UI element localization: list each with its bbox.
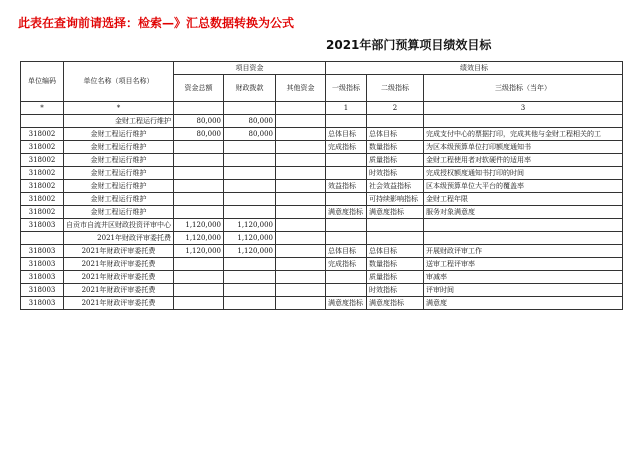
level3-indicator-cell: 评审时间: [424, 284, 623, 297]
unit-name-cell: 2021年财政评审委托费: [64, 284, 174, 297]
other-funds-cell: [276, 128, 326, 141]
unit-name-cell: 金财工程运行维护: [64, 193, 174, 206]
index-cell: [276, 102, 326, 115]
total-funds-cell: [174, 141, 224, 154]
total-funds-cell: 80,000: [174, 128, 224, 141]
unit-code-cell: [21, 115, 64, 128]
total-funds-cell: [174, 206, 224, 219]
unit-code-cell: 318003: [21, 258, 64, 271]
other-funds-cell: [276, 232, 326, 245]
header-project-funds: 项目资金: [174, 62, 326, 75]
level3-indicator-cell: 金财工程年限: [424, 193, 623, 206]
header-perf-target: 绩效目标: [326, 62, 623, 75]
unit-name-cell: 2021年财政评审委托费: [64, 232, 174, 245]
level3-indicator-cell: 金财工程使用者对软硬件的适用率: [424, 154, 623, 167]
level2-indicator-cell: [367, 232, 424, 245]
table-row: [21, 141, 623, 154]
table-row: [21, 128, 623, 141]
header-row-1: [21, 62, 623, 75]
total-funds-cell: [174, 154, 224, 167]
unit-code-cell: 318003: [21, 284, 64, 297]
table-row: [21, 154, 623, 167]
unit-code-cell: 318003: [21, 271, 64, 284]
level2-indicator-cell: 时效指标: [367, 284, 424, 297]
unit-code-cell: 318002: [21, 128, 64, 141]
page-title: 2021年部门预算项目绩效目标: [326, 38, 492, 52]
level1-indicator-cell: 完成指标: [326, 258, 367, 271]
level3-indicator-cell: 为区本级预算单位打印额度通知书: [424, 141, 623, 154]
other-funds-cell: [276, 180, 326, 193]
other-funds-cell: [276, 284, 326, 297]
unit-name-cell: 金财工程运行维护: [64, 115, 174, 128]
total-funds-cell: 1,120,000: [174, 219, 224, 232]
other-funds-cell: [276, 193, 326, 206]
fiscal-funds-cell: [224, 258, 276, 271]
total-funds-cell: [174, 297, 224, 310]
header-total: 资金总额: [174, 75, 224, 102]
index-row: [21, 102, 623, 115]
level3-indicator-cell: [424, 232, 623, 245]
fiscal-funds-cell: [224, 206, 276, 219]
other-funds-cell: [276, 297, 326, 310]
header-unit-name: 单位名称（项目名称）: [64, 62, 174, 102]
total-funds-cell: 80,000: [174, 115, 224, 128]
level2-indicator-cell: [367, 115, 424, 128]
level1-indicator-cell: [326, 193, 367, 206]
other-funds-cell: [276, 271, 326, 284]
table-row: [21, 232, 623, 245]
index-cell: [174, 102, 224, 115]
fiscal-funds-cell: [224, 193, 276, 206]
index-cell: *: [64, 102, 174, 115]
level1-indicator-cell: [326, 271, 367, 284]
level3-indicator-cell: [424, 115, 623, 128]
unit-code-cell: 318002: [21, 141, 64, 154]
level3-indicator-cell: 开展财政评审工作: [424, 245, 623, 258]
unit-name-cell: 2021年财政评审委托费: [64, 245, 174, 258]
level2-indicator-cell: 质量指标: [367, 154, 424, 167]
fiscal-funds-cell: [224, 167, 276, 180]
fiscal-funds-cell: 1,120,000: [224, 245, 276, 258]
fiscal-funds-cell: [224, 297, 276, 310]
unit-code-cell: 318002: [21, 180, 64, 193]
level2-indicator-cell: 可持续影响指标: [367, 193, 424, 206]
level3-indicator-cell: 满意度: [424, 297, 623, 310]
table-row: [21, 245, 623, 258]
total-funds-cell: [174, 284, 224, 297]
unit-code-cell: 318002: [21, 154, 64, 167]
total-funds-cell: [174, 258, 224, 271]
level1-indicator-cell: [326, 219, 367, 232]
unit-code-cell: 318002: [21, 206, 64, 219]
budget-table: [20, 61, 623, 310]
total-funds-cell: 1,120,000: [174, 245, 224, 258]
unit-code-cell: 318002: [21, 167, 64, 180]
fiscal-funds-cell: 80,000: [224, 115, 276, 128]
total-funds-cell: 1,120,000: [174, 232, 224, 245]
level3-indicator-cell: 完成支付中心的票据打印，完成其他与金财工程相关的工: [424, 128, 623, 141]
fiscal-funds-cell: [224, 154, 276, 167]
level2-indicator-cell: 时效指标: [367, 167, 424, 180]
index-cell: 3: [424, 102, 623, 115]
table-row: [21, 297, 623, 310]
level3-indicator-cell: [424, 219, 623, 232]
total-funds-cell: [174, 193, 224, 206]
other-funds-cell: [276, 115, 326, 128]
level2-indicator-cell: 满意度指标: [367, 297, 424, 310]
level3-indicator-cell: 审减率: [424, 271, 623, 284]
level1-indicator-cell: [326, 115, 367, 128]
header-unit-code: 单位编码: [21, 62, 64, 102]
table-row: [21, 167, 623, 180]
unit-name-cell: 2021年财政评审委托费: [64, 271, 174, 284]
header-other: 其他资金: [276, 75, 326, 102]
table-row: [21, 271, 623, 284]
level2-indicator-cell: 满意度指标: [367, 206, 424, 219]
other-funds-cell: [276, 141, 326, 154]
level1-indicator-cell: 总体目标: [326, 245, 367, 258]
total-funds-cell: [174, 180, 224, 193]
level2-indicator-cell: 社会效益指标: [367, 180, 424, 193]
header-level2: 二级指标: [367, 75, 424, 102]
table-row: [21, 180, 623, 193]
unit-name-cell: 自贡市自流井区财政投资评审中心: [64, 219, 174, 232]
level1-indicator-cell: 满意度指标: [326, 206, 367, 219]
index-cell: 1: [326, 102, 367, 115]
total-funds-cell: [174, 167, 224, 180]
other-funds-cell: [276, 245, 326, 258]
fiscal-funds-cell: 1,120,000: [224, 219, 276, 232]
total-funds-cell: [174, 271, 224, 284]
fiscal-funds-cell: [224, 271, 276, 284]
other-funds-cell: [276, 258, 326, 271]
level1-indicator-cell: 完成指标: [326, 141, 367, 154]
level2-indicator-cell: 总体目标: [367, 128, 424, 141]
level2-indicator-cell: 数量指标: [367, 141, 424, 154]
unit-name-cell: 金财工程运行维护: [64, 154, 174, 167]
unit-code-cell: 318002: [21, 193, 64, 206]
table-row: [21, 219, 623, 232]
table-row: [21, 115, 623, 128]
unit-name-cell: 2021年财政评审委托费: [64, 297, 174, 310]
fiscal-funds-cell: [224, 284, 276, 297]
index-cell: 2: [367, 102, 424, 115]
unit-code-cell: 318003: [21, 297, 64, 310]
other-funds-cell: [276, 167, 326, 180]
level2-indicator-cell: 质量指标: [367, 271, 424, 284]
unit-name-cell: 金财工程运行维护: [64, 180, 174, 193]
unit-name-cell: 金财工程运行维护: [64, 167, 174, 180]
table-row: [21, 284, 623, 297]
unit-name-cell: 2021年财政评审委托费: [64, 258, 174, 271]
level1-indicator-cell: [326, 167, 367, 180]
level2-indicator-cell: 总体目标: [367, 245, 424, 258]
unit-name-cell: 金财工程运行维护: [64, 141, 174, 154]
unit-name-cell: 金财工程运行维护: [64, 128, 174, 141]
fiscal-funds-cell: 1,120,000: [224, 232, 276, 245]
level1-indicator-cell: [326, 232, 367, 245]
table-row: [21, 258, 623, 271]
index-cell: *: [21, 102, 64, 115]
unit-code-cell: 318003: [21, 245, 64, 258]
fiscal-funds-cell: 80,000: [224, 128, 276, 141]
fiscal-funds-cell: [224, 141, 276, 154]
header-level1: 一级指标: [326, 75, 367, 102]
level1-indicator-cell: 效益指标: [326, 180, 367, 193]
level3-indicator-cell: 送审工程评审率: [424, 258, 623, 271]
unit-code-cell: [21, 232, 64, 245]
level1-indicator-cell: [326, 154, 367, 167]
level1-indicator-cell: [326, 284, 367, 297]
unit-code-cell: 318003: [21, 219, 64, 232]
level2-indicator-cell: [367, 219, 424, 232]
query-notice: 此表在查询前请选择：检索—》汇总数据转换为公式: [18, 16, 295, 30]
header-level3: 三级指标（当年）: [424, 75, 623, 102]
unit-name-cell: 金财工程运行维护: [64, 206, 174, 219]
level3-indicator-cell: 区本级预算单位大平台的覆盖率: [424, 180, 623, 193]
level3-indicator-cell: 完成授权额度通知书打印的时间: [424, 167, 623, 180]
table-row: [21, 206, 623, 219]
index-cell: [224, 102, 276, 115]
level2-indicator-cell: 数量指标: [367, 258, 424, 271]
other-funds-cell: [276, 154, 326, 167]
level1-indicator-cell: 满意度指标: [326, 297, 367, 310]
other-funds-cell: [276, 219, 326, 232]
header-fiscal: 财政拨款: [224, 75, 276, 102]
fiscal-funds-cell: [224, 180, 276, 193]
table-row: [21, 193, 623, 206]
level1-indicator-cell: 总体目标: [326, 128, 367, 141]
level3-indicator-cell: 服务对象满意度: [424, 206, 623, 219]
other-funds-cell: [276, 206, 326, 219]
